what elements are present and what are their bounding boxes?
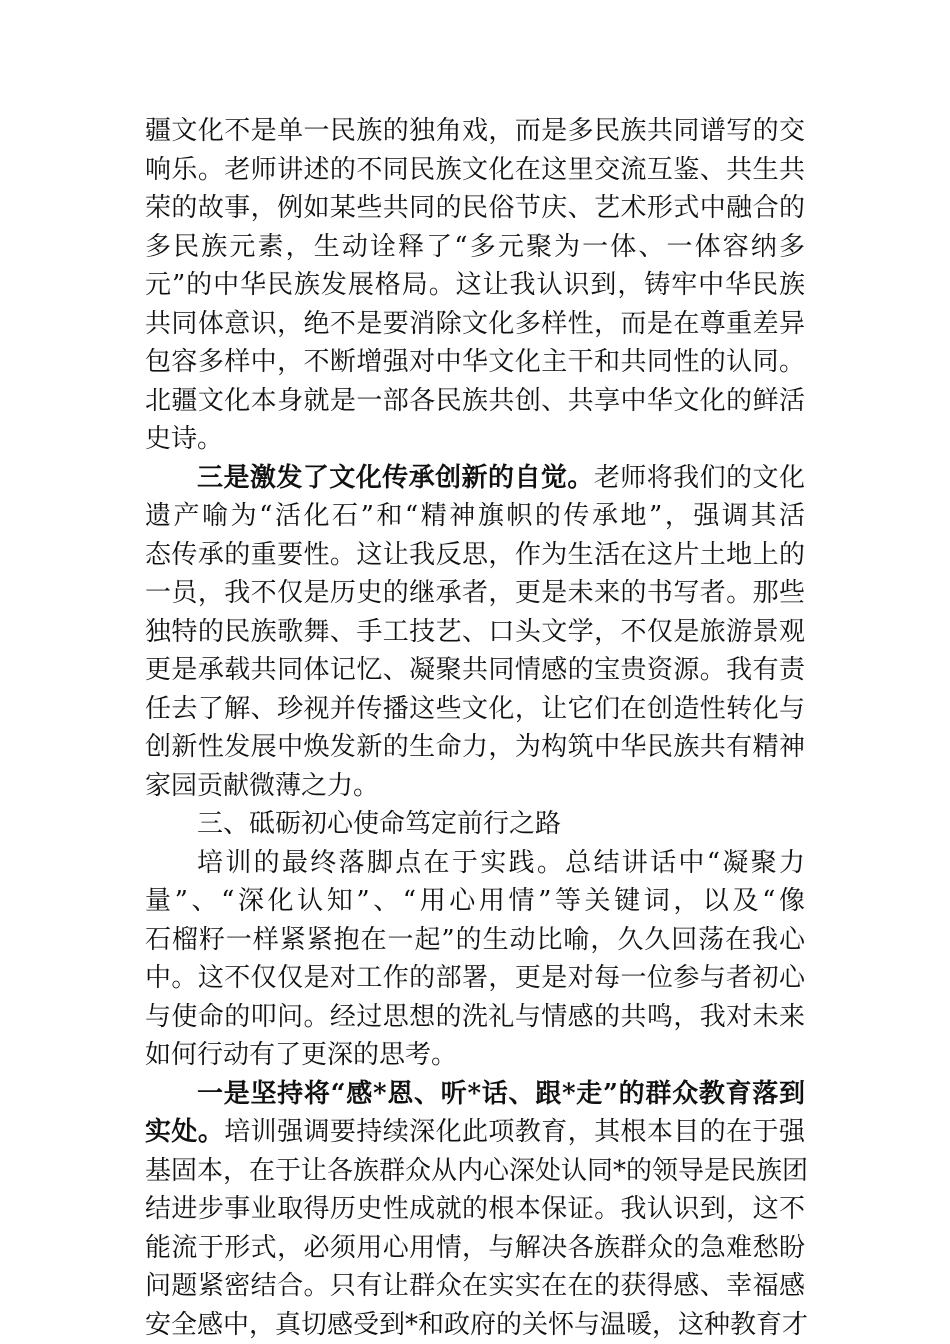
text-line: 与使命的叩问。经过思想的洗礼与情感的共鸣，我对未来 [145,1001,805,1032]
text-line [145,459,805,498]
text-line: 北疆文化本身就是一部各民族共创、共享中华文化的鲜活 [145,385,805,416]
text-line [145,1113,805,1152]
text-line: 创新性发展中焕发新的生命力，为构筑中华民族共有精神 [145,732,805,762]
text-line: 能流于形式，必须用心用情，与解决各族群众的急难愁盼 [145,1232,805,1263]
text-line: 任去了解、珍视并传播这些文化，让它们在创造性转化与 [145,693,805,724]
text-line: 基固本，在于让各族群众从内心深处认同*的领导是民族团 [145,1155,809,1186]
text-line: 态传承的重要性。这让我反思，作为生活在这片土地上的 [145,539,805,570]
text-line: 培训的最终落脚点在于实践。总结讲话中“凝聚力 [197,847,805,878]
text-line: 共同体意识，绝不是要消除文化多样性，而是在尊重差异 [145,308,805,339]
text-line: 一员，我不仅是历史的继承者，更是未来的书写者。那些 [145,578,805,608]
text-line: 更是承载共同体记忆、凝聚共同情感的宝贵资源。我有责 [145,655,805,685]
bold-lead: 一是坚持将“感*恩、听*话、跟*走”的群众教育落到 [197,1078,805,1109]
text-line: 疆文化不是单一民族的独角戏，而是多民族共同谱写的交 [145,116,805,146]
paragraph [145,459,805,806]
text-line: 如何行动有了更深的思考。 [145,1040,458,1070]
text-line: 包容多样中，不断增强对中华文化主干和共同性的认同。 [145,347,805,377]
bold-lead: 三是激发了文化传承创新的自觉。 [197,462,594,493]
text-line: 响乐。老师讲述的不同民族文化在这里交流互鉴、共生共 [145,154,805,185]
text-line: 安全感中，真切感受到*和政府的关怀与温暖，这种教育才 [145,1309,809,1340]
text-line: 元”的中华民族发展格局。这让我认识到，铸牢中华民族 [145,270,805,300]
document-body [145,112,809,1344]
paragraph [145,1075,809,1344]
text-line: 中。这不仅仅是对工作的部署，更是对每一位参与者初心 [145,963,805,993]
text-line: 量”、“深化认知”、“用心用情”等关键词，以及“像 [145,886,805,916]
bold-lead: 实处。 [145,1117,225,1147]
paragraph [145,844,805,1075]
text-run: 培训强调要持续深化此项教育，其根本目的在于强 [224,1117,805,1147]
text-line: 石榴籽一样紧紧抱在一起”的生动比喻，久久回荡在我心 [145,924,805,955]
text-line: 家园贡献微薄之力。 [145,770,380,801]
section-heading [145,805,805,844]
text-line: 问题紧密结合。只有让群众在实实在在的获得感、幸福感 [145,1271,805,1301]
text-line: 多民族元素，生动诠释了“多元聚为一体、一体容纳多 [145,231,805,262]
text-line: 遗产喻为“活化石”和“精神旗帜的传承地”，强调其活 [145,501,805,531]
paragraph [145,112,805,459]
text-line: 荣的故事，例如某些共同的民俗节庆、艺术形式中融合的 [145,193,805,223]
text-line: 史诗。 [145,424,224,454]
text-line: 结进步事业取得历史性成就的根本保证。我认识到，这不 [145,1194,805,1224]
text-run: 老师将我们的文化 [593,462,805,493]
heading-text: 三、砥砺初心使命笃定前行之路 [197,809,562,839]
text-line: 独特的民族歌舞、手工技艺、口头文学，不仅是旅游景观 [145,616,805,647]
